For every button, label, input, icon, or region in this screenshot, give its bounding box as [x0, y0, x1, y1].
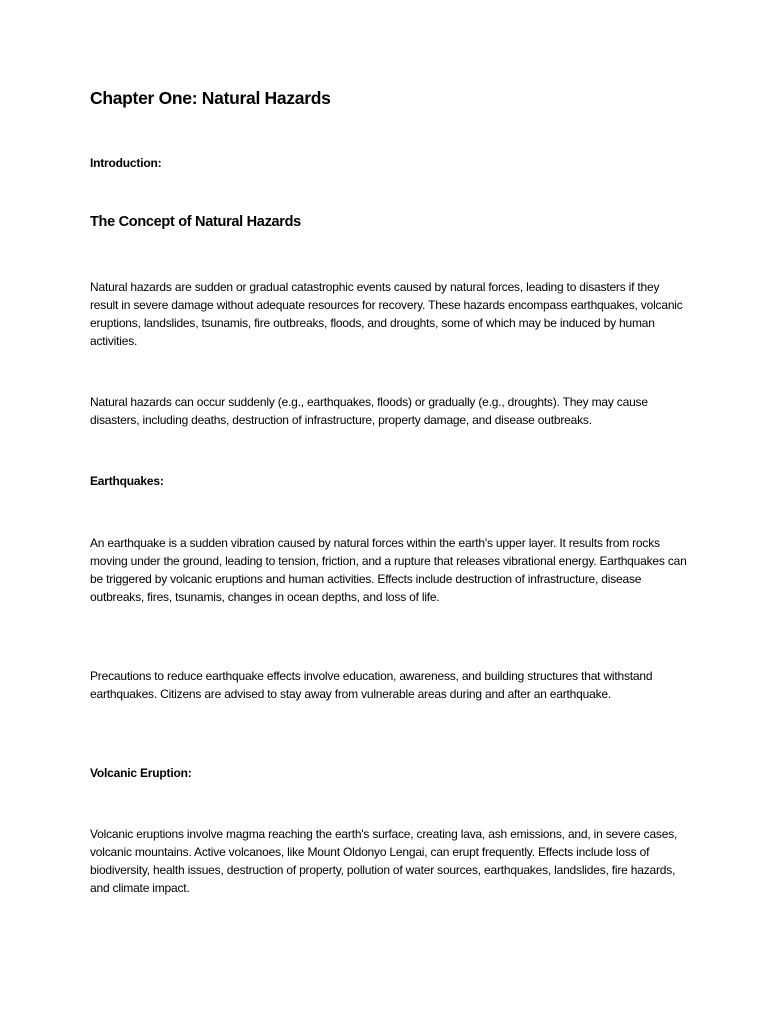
- volcanic-eruption-label: Volcanic Eruption:: [90, 766, 192, 780]
- earthquakes-label: Earthquakes:: [90, 474, 164, 488]
- concept-heading: The Concept of Natural Hazards: [90, 214, 301, 230]
- concept-paragraph-1: Natural hazards are sudden or gradual catastrophic events caused by natural forces, leading to disasters if they result in severe damage without adequate resources for recovery. These hazards encompass earthquakes, volcanic eruptions, landslides, tsunamis, fire outbreaks, floods, and droughts, some of which may be induced by human activities.: [90, 280, 683, 348]
- volcanic-paragraph-1: Volcanic eruptions involve magma reaching the earth's surface, creating lava, ash emissions, and, in severe cases, volcanic mountains. Active volcanoes, like Mount Oldonyo Lengai, can erupt frequently. Effects include loss of biodiversity, health issues, destruction of property, pollution of water sources, earthquakes, landslides, fire hazards, and climate impact.: [90, 827, 678, 895]
- introduction-label: Introduction:: [90, 156, 162, 170]
- concept-paragraph-2: Natural hazards can occur suddenly (e.g., earthquakes, floods) or gradually (e.g., droughts). They may cause disasters, including deaths, destruction of infrastructure, property damage, and disease outbreaks.: [90, 395, 648, 427]
- chapter-title: Chapter One: Natural Hazards: [90, 88, 331, 108]
- earthquakes-paragraph-2: Precautions to reduce earthquake effects involve education, awareness, and building structures that withstand earthquakes. Citizens are advised to stay away from vulnerable areas during and after an earthquake.: [90, 669, 653, 701]
- earthquakes-paragraph-1: An earthquake is a sudden vibration caused by natural forces within the earth's upper layer. It results from rocks moving under the ground, leading to tension, friction, and a rupture that releases vibrational energy. Earthquakes can be triggered by volcanic eruptions and human activities. Effects include destruction of infrastructure, disease outbreaks, fires, tsunamis, changes in ocean depths, and loss of life.: [90, 536, 687, 604]
